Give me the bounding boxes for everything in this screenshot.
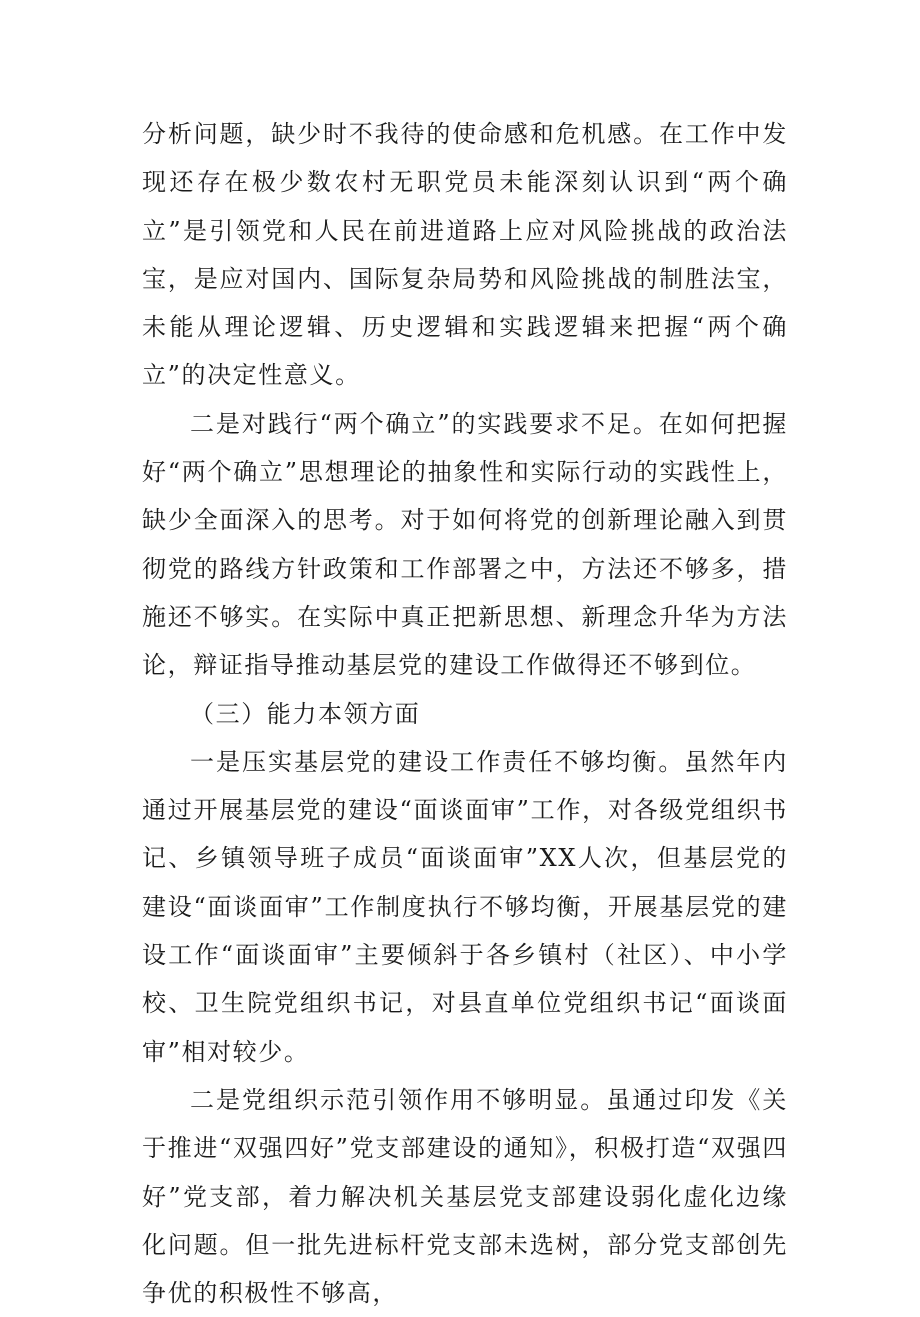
paragraph-analysis-problems: 分析问题，缺少时不我待的使命感和危机感。在工作中发现还存在极少数农村无职党员未能深刻认识到“两个确立”是引领党和人民在前进道路上应对风险挑战的政治法宝，是应对国内、国际复杂局势和风险挑战的制胜法宝，未能从理论逻辑、历史逻辑和实践逻辑来把握“两个确立”的决定性意义。 bbox=[142, 120, 788, 390]
section-heading-ability: （三）能力本领方面 bbox=[190, 699, 421, 728]
paragraph-practice-requirements: 二是对践行“两个确立”的实践要求不足。在如何把握好“两个确立”思想理论的抽象性和实际行动的实践性上，缺少全面深入的思考。对于如何将党的创新理论融入到贯彻党的路线方针政策和工作部署之中，方法还不够多，措施还不够实。在实际中真正把新思想、新理念升华为方法论，辩证指导推动基层党的建设工作做得还不够到位。 bbox=[142, 409, 788, 680]
document-body bbox=[142, 110, 788, 1317]
paragraph-party-demonstration: 二是党组织示范引领作用不够明显。虽通过印发《关于推进“双强四好”党支部建设的通知》，积极打造“双强四好”党支部，着力解决机关基层党支部建设弱化虚化边缘化问题。但一批先进标杆党支部未选树，部分党支部创先争优的积极性不够高， bbox=[142, 1085, 788, 1308]
paragraph-responsibility-balance: 一是压实基层党的建设工作责任不够均衡。虽然年内通过开展基层党的建设“面谈面审”工作，对各级党组织书记、乡镇领导班子成员“面谈面审”XX人次，但基层党的建设“面谈面审”工作制度执行不够均衡，开展基层党的建设工作“面谈面审”主要倾斜于各乡镇村（社区）、中小学校、卫生院党组织书记，对县直单位党组织书记“面谈面审”相对较少。 bbox=[142, 747, 788, 1066]
